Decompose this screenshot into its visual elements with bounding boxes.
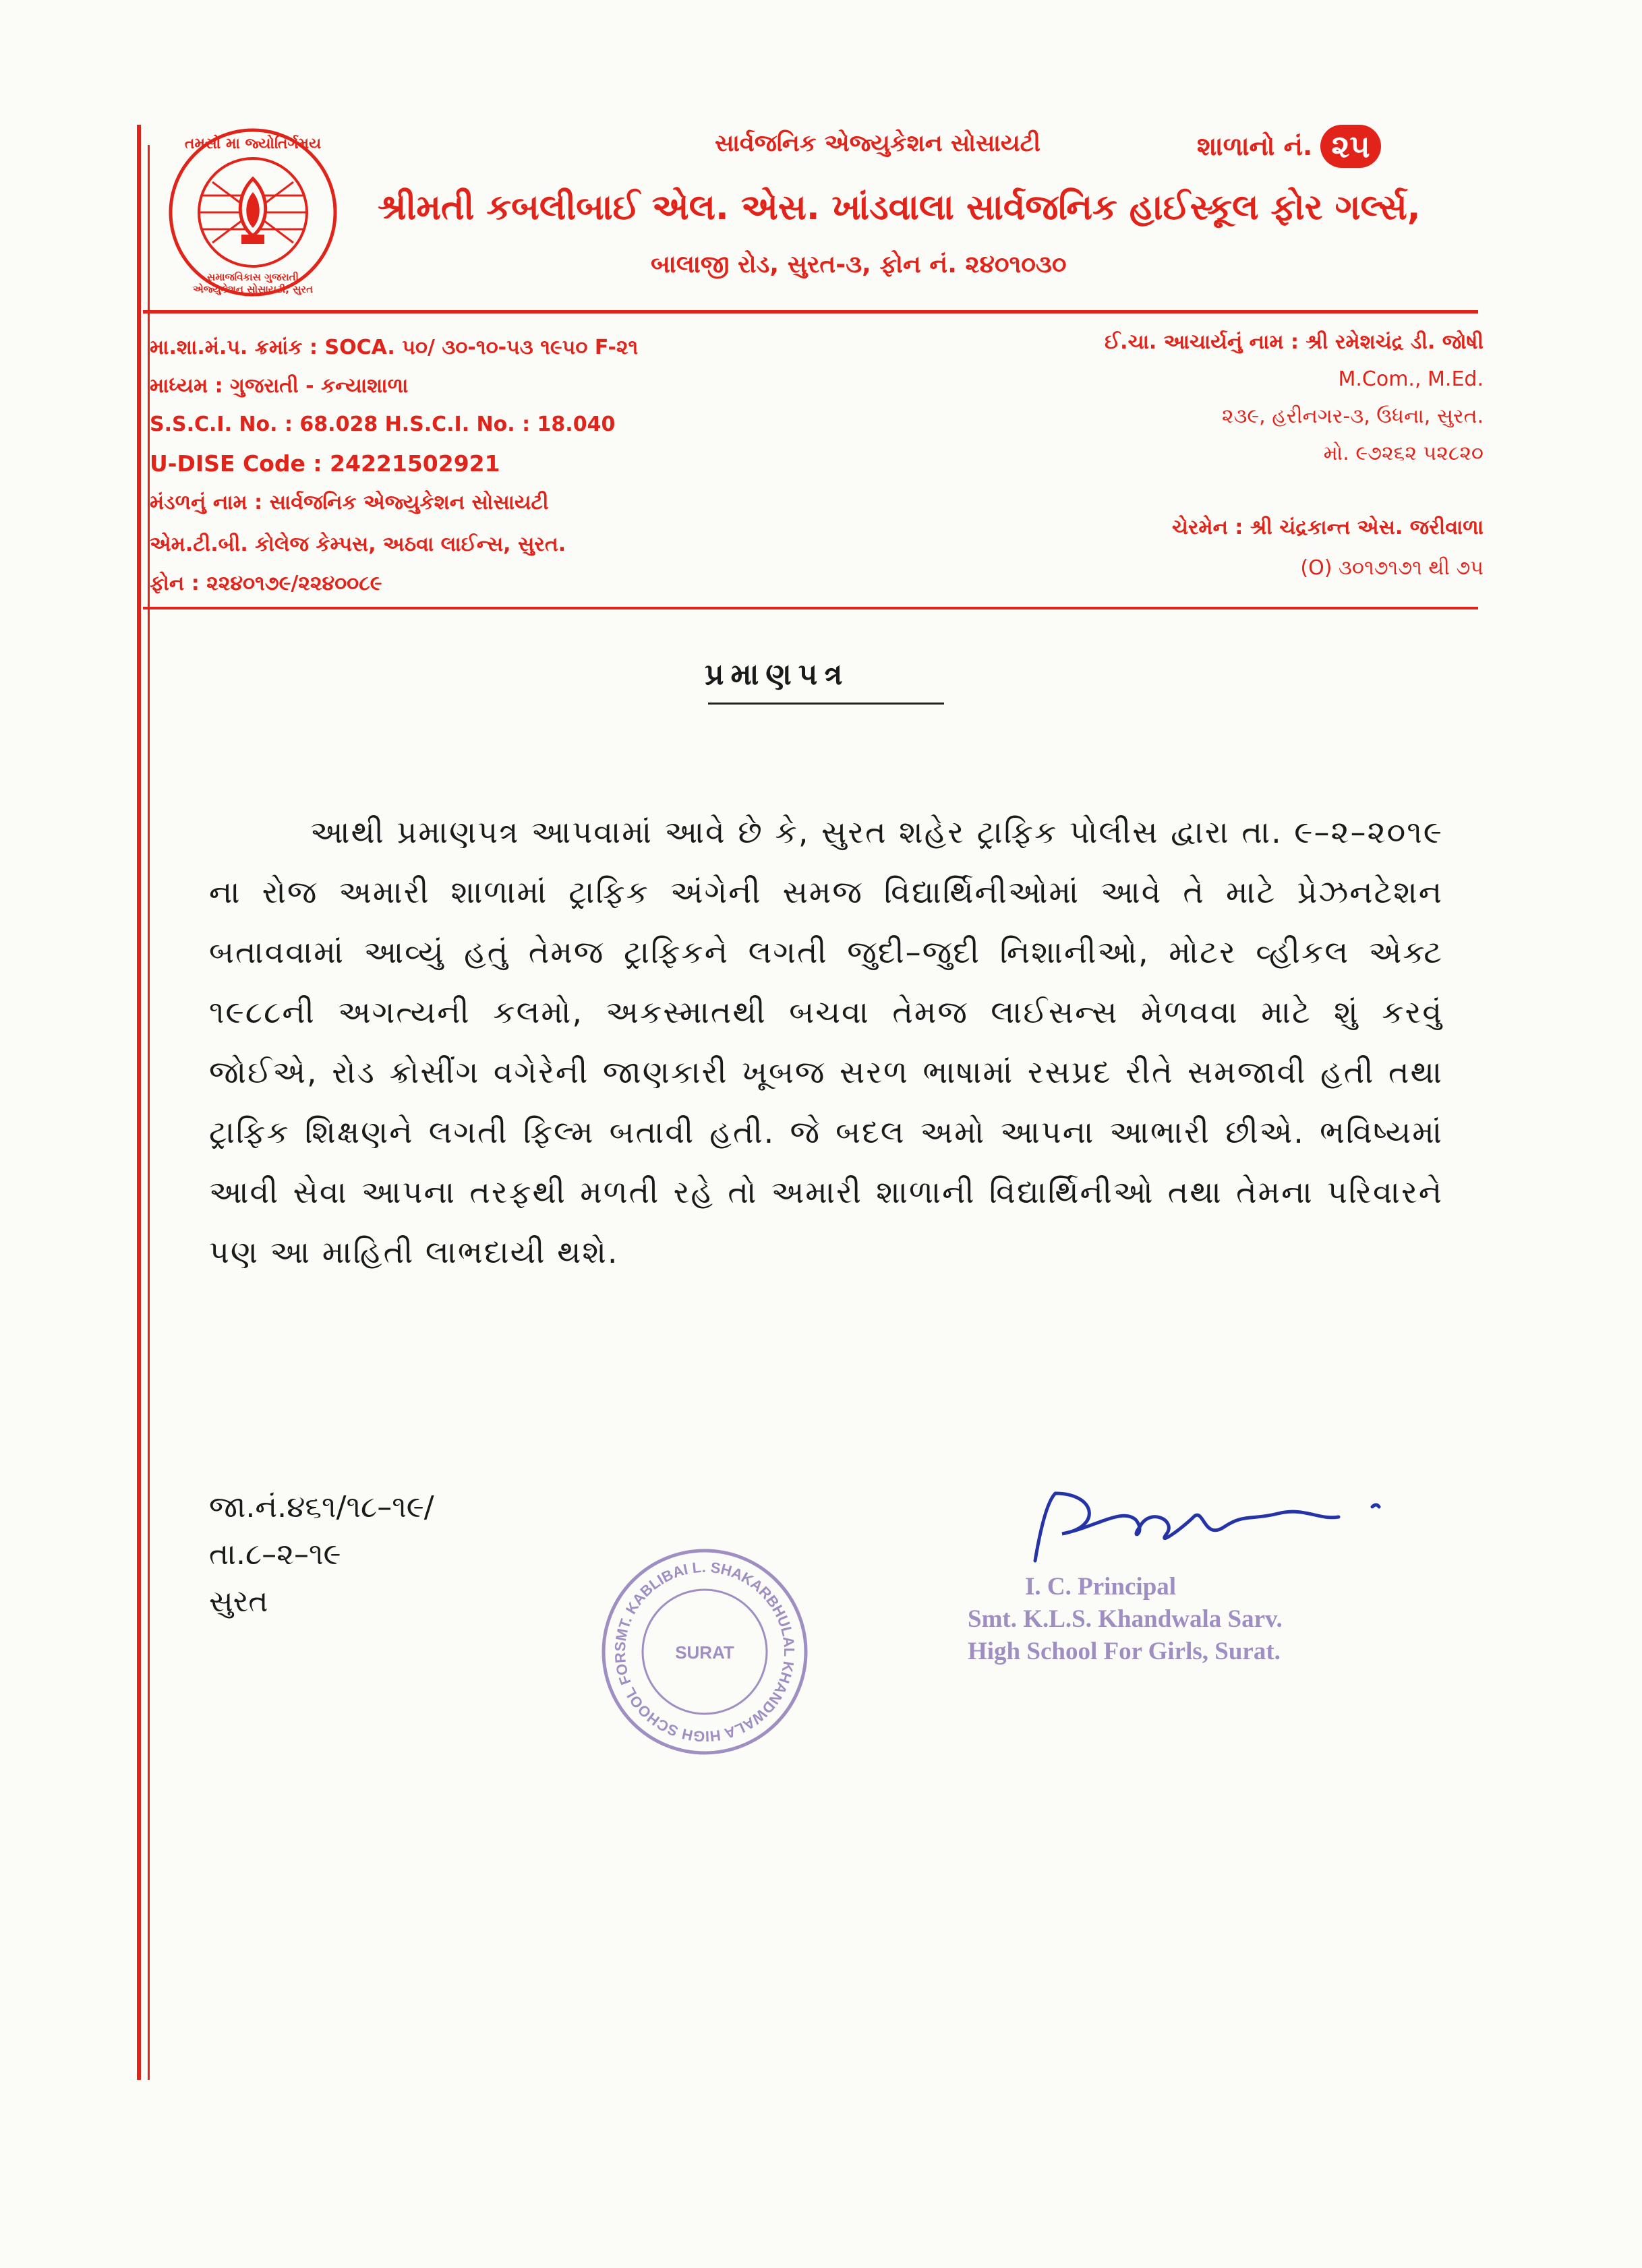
stamp-line-school: Smt. K.L.S. Khandwala Sarv. xyxy=(968,1605,1283,1633)
info-trust-address: એમ.ટી.બી. કોલેજ કેમ્પસ, અઠવા લાઈન્સ, સુરત. xyxy=(150,533,566,556)
stamp-line-city: High School For Girls, Surat. xyxy=(968,1638,1281,1665)
info-trust-phone: ફોન : ૨૨૪૦૧૭૯/૨૨૪૦૦૮૯ xyxy=(150,572,382,595)
stamp-line-title: I. C. Principal xyxy=(1025,1573,1177,1601)
school-name: શ્રીમતી કબલીબાઈ એલ. એસ. ખાંડવાલા સાર્વજનિક હાઈસ્કૂલ ફોર ગર્લ્સ, xyxy=(378,187,1421,228)
svg-text:SURAT: SURAT xyxy=(675,1642,734,1663)
info-udise: U-DISE Code : 24221502921 xyxy=(150,450,500,477)
logo-text: સમાજવિકાસ ગુજરાતી એજ્યુકેશન સોસાયટી, સુરત xyxy=(192,271,314,295)
reference-number: જા.નં.૪૬૧/૧૮–૧૯/ xyxy=(209,1490,434,1524)
info-medium: માધ્યમ : ગુજરાતી - કન્યાશાળા xyxy=(150,374,409,398)
principal-stamp xyxy=(968,1571,1283,1668)
certificate-body: આથી પ્રમાણપત્ર આપવામાં આવે છે કે, સુરત શહેર ટ્રાફિક પોલીસ દ્વારા તા. ૯–૨–૨૦૧૯ ના રોજ અમારી શાળામાં ટ્રાફિક અંગેની સમજ વિદ્યાર્થિનીઓમાં આવે તે માટે પ્રેઝનટેશન બતાવવામાં આવ્યું હતું તેમજ ટ્રાફિકને લગતી જુદી–જુદી નિશાનીઓ, મોટર વ્હીકલ એક્ટ ૧૯૮૮ની અગત્યની કલમો, અકસ્માતથી બચવા તેમજ લાઈસન્સ મેળવવા માટે શું કરવું જોઈએ, રોડ ક્રોસીંગ વગેરેની જાણકારી ખૂબજ સરળ ભાષામાં રસપ્રદ રીતે સમજાવી હતી તથા ટ્રાફિક શિક્ષણને લગતી ફિલ્મ બતાવી હતી. જે બદલ અમો આપના આભારી છીએ. ભવિષ્યમાં આવી સેવા આપના તરફથી મળતી રહે તો અમારી શાળાની વિદ્યાર્થિનીઓ તથા તેમના પરિવારને પણ આ માહિતી લાભદાયી થશે. xyxy=(209,814,1443,1270)
letter-place: સુરત xyxy=(209,1584,268,1619)
info-trust-name: મંડળનું નામ : સાર્વજનિક એજ્યુકેશન સોસાયટી xyxy=(150,491,549,514)
school-address: બાલાજી રોડ, સુરત-૩, ફોન નં. ૨૪૦૧૦૩૦ xyxy=(651,251,1067,278)
chairman-phone: (O) ૩૦૧૭૧૭૧ થી ૭૫ xyxy=(1300,556,1484,580)
letter-date: તા.૮–૨–૧૯ xyxy=(209,1537,341,1572)
principal-name: ઈ.ચા. આચાર્યનું નામ : શ્રી રમેશચંદ્ર ડી. જોષી xyxy=(1105,330,1484,354)
principal-address: ૨૩૯, હરીનગર-૩, ઉધના, સુરત. xyxy=(1221,405,1484,428)
school-number-label: શાળાનો નં. xyxy=(1197,131,1313,161)
school-seal xyxy=(597,1544,813,1762)
principal-mobile: મો. ૯૭૨૬૨ ૫૨૮૨૦ xyxy=(1323,442,1484,465)
info-recognition: મા.શા.મં.પ. ક્રમાંક : SOCA. ૫૦/ ૩૦-૧૦-૫૩ ૧૯૫૦ F-૨૧ xyxy=(150,336,639,359)
school-number-badge: ૨૫ xyxy=(1320,125,1380,168)
principal-signature xyxy=(1022,1480,1453,1584)
header-rule-bottom xyxy=(143,607,1478,609)
certificate-title: પ્રમાણપત્ર xyxy=(705,657,850,692)
school-logo xyxy=(162,121,344,303)
seal-ring-text: SMT. KABLIBAI L. SHAKARBHULAL KHANDWALA HIGH SCHOOL FOR xyxy=(611,1558,798,1745)
svg-text:તમસો મા જ્યોતિર્ગમય: તમસો મા જ્યોતિર્ગમય xyxy=(184,136,322,152)
principal-degree: M.Com., M.Ed. xyxy=(1338,367,1484,391)
header-rule-top xyxy=(143,310,1478,314)
margin-line-outer xyxy=(137,125,141,2080)
title-underline xyxy=(708,703,944,705)
school-number xyxy=(1197,125,1381,168)
society-name: સાર્વજનિક એજ્યુકેશન સોસાયટી xyxy=(715,130,1040,157)
chairman-name: ચેરમેન : શ્રી ચંદ્રકાન્ત એસ. જરીવાળા xyxy=(1171,516,1484,539)
info-index-numbers: S.S.C.I. No. : 68.028 H.S.C.I. No. : 18.040 xyxy=(150,413,616,436)
